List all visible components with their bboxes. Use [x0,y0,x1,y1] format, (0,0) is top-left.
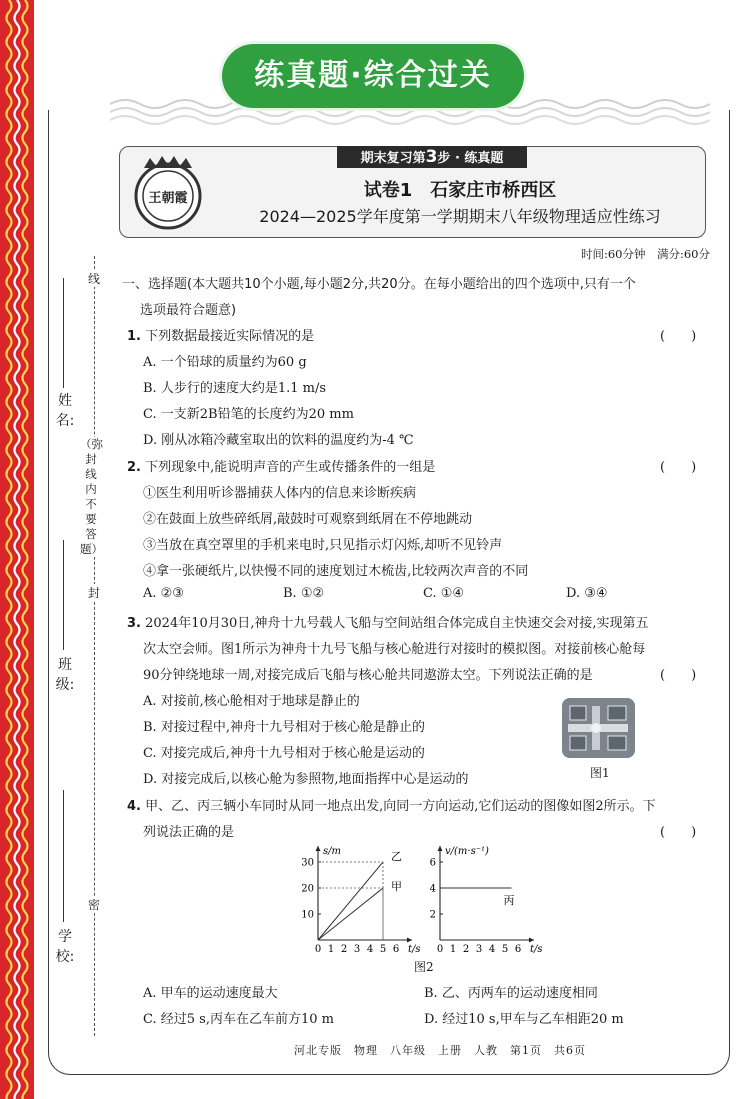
question-text: 甲、乙、丙三辆小车同时从同一地点出发,向同一方向运动,它们运动的图像如图2所示。下 [145,799,656,814]
decorative-left-strip [0,0,34,1099]
series-label: 甲 [391,880,402,893]
q2-statement-1: ①医生利用听诊器捕获人体内的信息来诊断疾病 [143,486,417,501]
school-field[interactable] [63,790,64,922]
answer-blank-2[interactable]: ( ) [660,460,697,475]
section-heading-line1: 一、选择题(本大题共10个小题,每小题2分,共20分。在每小题给出的四个选项中,只有一个 [122,277,636,292]
q2-option-d[interactable]: D. ③④ [566,586,608,601]
binding-note: （弥封线内不要答题） [80,437,103,556]
series-label: 丙 [503,894,515,907]
figure-1-image [562,698,635,758]
q2-statement-3: ③当放在真空罩里的手机来电时,只见指示灯闪烁,却听不见铃声 [143,538,503,553]
x-tick-label: 0 [314,944,322,955]
name-label: 姓名: [55,393,75,429]
paper-subtitle: 2024—2025学年度第一学期期末八年级物理适应性练习 [259,207,661,226]
logo-text: 王朝霞 [148,191,188,206]
figure-2-caption: 图2 [414,960,434,974]
answer-blank-4[interactable]: ( ) [660,825,697,840]
x-tick-label: 6 [392,944,400,955]
binding-char-mi: 密 [84,896,104,913]
y-tick-label: 6 [429,857,436,869]
y-axis-label: s/m [323,846,341,857]
y-tick-label: 2 [429,909,436,921]
name-field[interactable] [63,278,64,388]
question-2-stem [127,456,435,475]
q1-option-d[interactable]: D. 刚从冰箱冷藏室取出的饮料的温度约为-4 ℃ [143,433,414,448]
y-tick-label: 4 [429,883,436,895]
question-number: 2. [127,460,141,475]
figure-1-caption: 图1 [590,766,610,780]
x-tick-label: 2 [462,944,470,955]
section-banner: 练真题·综合过关 [222,44,524,108]
y-tick-label: 30 [301,857,314,869]
q4-option-a[interactable]: A. 甲车的运动速度最大 [143,986,278,1001]
q1-option-a[interactable]: A. 一个铅球的质量约为60 g [143,355,307,370]
x-tick-label: 1 [327,944,335,955]
x-tick-label: 3 [353,944,361,955]
x-tick-label: 5 [501,944,509,955]
x-axis-arrow-icon [529,938,534,943]
y-axis-label: v/(m·s⁻¹) [445,846,489,857]
spacecraft-docking-icon [562,698,635,758]
y-axis-arrow-icon [438,846,443,851]
q3-option-b[interactable]: B. 对接过程中,神舟十九号相对于核心舱是静止的 [143,720,425,735]
question-number: 1. [127,329,141,344]
q3-option-d[interactable]: D. 对接完成后,以核心舱为参照物,地面指挥中心是运动的 [143,772,469,787]
question-text: 2024年10月30日,神舟十九号载人飞船与空间站组合体完成自主快速交会对接,实现第五 [145,616,649,631]
x-axis-arrow-icon [407,938,412,943]
section-heading-line2: 选项最符合题意) [140,303,237,318]
x-tick-label: 5 [379,944,387,955]
answer-blank-3[interactable]: ( ) [660,668,697,683]
binding-char-feng: 封 [84,584,104,601]
question-3-line2: 次太空会师。图1所示为神舟十九号飞船与核心舱进行对接时的模拟图。对接前核心舱每 [143,642,646,657]
step-tab [337,146,527,168]
series-label: 乙 [391,850,402,863]
page-footer: 河北专版 物理 八年级 上册 人教 第1页 共6页 [294,1044,586,1057]
x-tick-label: 1 [449,944,457,955]
x-axis-label: t/s [408,944,421,955]
binding-char-xian: 线 [84,270,104,287]
step-number: 3 [425,147,438,167]
question-3-line1 [127,612,649,631]
figure-2-charts [300,842,560,957]
y-tick-label: 10 [301,909,314,921]
class-label: 班级: [55,657,75,693]
x-tick-label: 0 [436,944,444,955]
question-3-line3: 90分钟绕地球一周,对接完成后飞船与核心舱共同遨游太空。下列说法正确的是 [143,668,593,683]
question-1-stem [127,325,314,344]
strip-wave-line [15,0,20,1099]
q3-option-a[interactable]: A. 对接前,核心舱相对于地球是静止的 [143,694,360,709]
x-tick-label: 6 [514,944,522,955]
x-tick-label: 2 [340,944,348,955]
exam-meta: 时间:60分钟 满分:60分 [580,247,710,261]
strip-wave-line [7,0,12,1099]
question-4-line1 [127,795,656,814]
q4-option-b[interactable]: B. 乙、丙两车的运动速度相同 [424,986,598,1001]
paper-title: 试卷1 石家庄市桥西区 [363,180,557,201]
q4-option-c[interactable]: C. 经过5 s,丙车在乙车前方10 m [143,1012,334,1027]
step-tab-suffix: 步 · 练真题 [437,151,504,166]
q2-option-c[interactable]: C. ①④ [423,586,465,601]
publisher-logo [128,152,208,232]
q1-option-c[interactable]: C. 一支新2B铅笔的长度约为20 mm [143,407,354,422]
question-4-line2: 列说法正确的是 [143,825,235,840]
q4-option-d[interactable]: D. 经过10 s,甲车与乙车相距20 m [424,1012,624,1027]
q3-option-c[interactable]: C. 对接完成后,神舟十九号相对于核心舱是运动的 [143,746,425,761]
question-text: 下列数据最接近实际情况的是 [145,329,315,344]
class-field[interactable] [63,540,64,650]
y-tick-label: 20 [301,883,314,895]
question-number: 3. [127,616,141,631]
step-tab-prefix: 期末复习第 [360,151,426,166]
series-line-1 [318,888,383,940]
question-text: 下列现象中,能说明声音的产生或传播条件的一组是 [145,460,436,475]
q2-statement-4: ④拿一张硬纸片,以快慢不同的速度划过木梳齿,比较两次声音的不同 [143,564,529,579]
answer-blank-1[interactable]: ( ) [660,329,697,344]
x-tick-label: 4 [488,944,496,955]
q2-option-b[interactable]: B. ①② [283,586,325,601]
q2-statement-2: ②在鼓面上放些碎纸屑,敲鼓时可观察到纸屑在不停地跳动 [143,512,473,527]
q2-option-a[interactable]: A. ②③ [143,586,184,601]
y-axis-arrow-icon [316,846,321,851]
q1-option-b[interactable]: B. 人步行的速度大约是1.1 m/s [143,381,327,396]
x-tick-label: 3 [475,944,483,955]
school-label: 学校: [55,929,75,965]
x-axis-label: t/s [530,944,543,955]
x-tick-label: 4 [366,944,374,955]
series-line-0 [318,862,383,940]
binding-dashed-line [94,256,95,1036]
wave-pattern-icon [0,0,34,1099]
strip-wave-line [23,0,28,1099]
question-number: 4. [127,799,141,814]
